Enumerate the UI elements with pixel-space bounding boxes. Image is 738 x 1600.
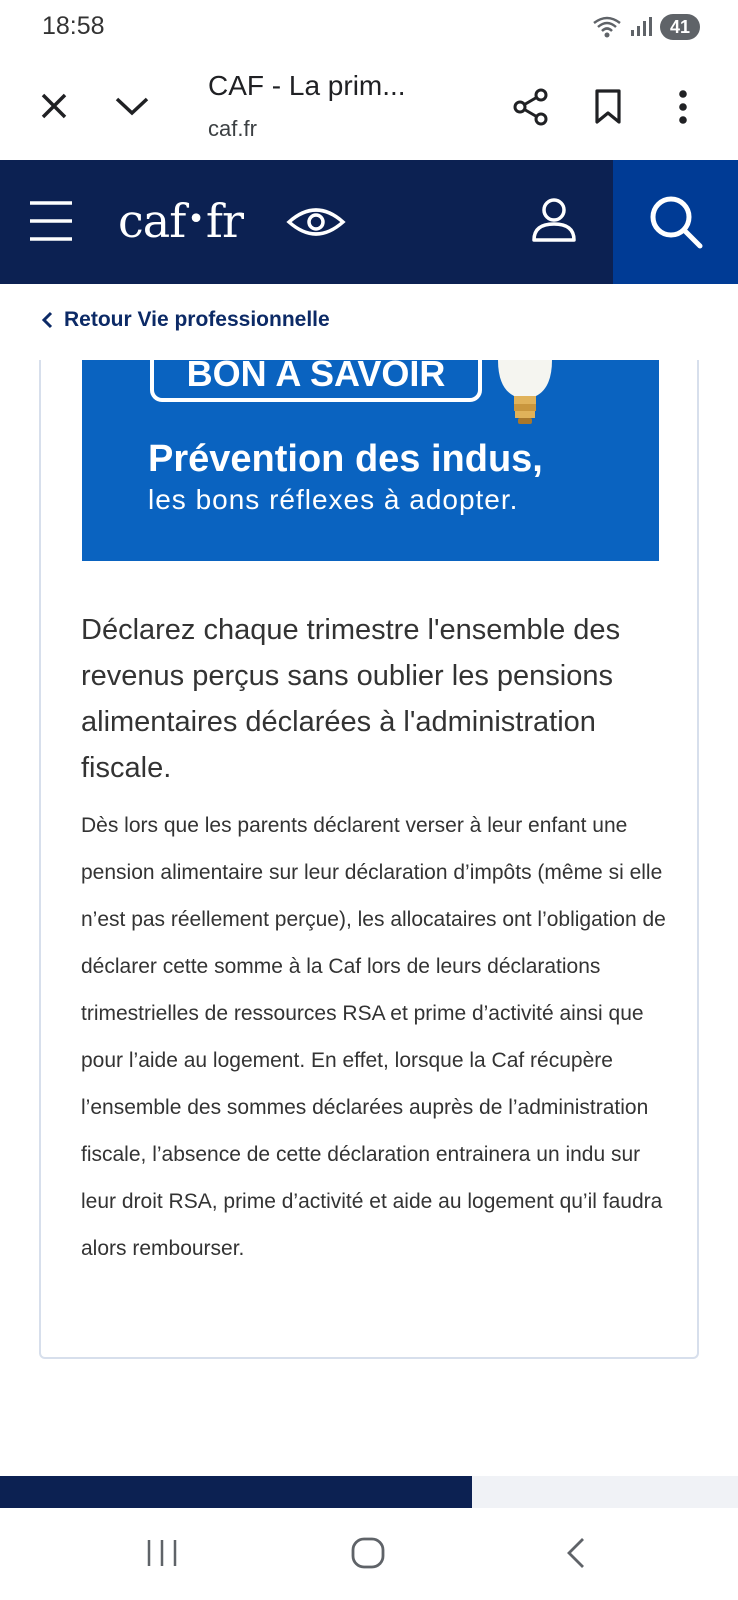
search-button[interactable] bbox=[613, 160, 738, 284]
status-bar bbox=[0, 0, 738, 56]
search-icon bbox=[647, 193, 705, 251]
lightbulb-icon bbox=[490, 360, 560, 430]
system-navigation-bar bbox=[0, 1508, 738, 1600]
tab-title: CAF - La prim... bbox=[208, 70, 406, 101]
chevron-down-icon bbox=[114, 94, 150, 118]
home-icon bbox=[350, 1536, 386, 1570]
article-lead: Déclarez chaque trimestre l'ensemble des revenus perçus sans oublier les pensions alimentaires déclarées à l'administration fiscale. bbox=[81, 614, 621, 784]
banner-badge: BON A SAVOIR bbox=[150, 360, 482, 402]
battery-indicator: 41 bbox=[660, 14, 700, 40]
minimize-button[interactable] bbox=[110, 86, 154, 126]
status-time: 18:58 bbox=[42, 12, 105, 40]
hamburger-icon bbox=[28, 198, 74, 244]
share-icon bbox=[511, 87, 551, 127]
share-button[interactable] bbox=[508, 84, 554, 130]
promo-banner bbox=[82, 360, 659, 561]
signal-icon bbox=[630, 16, 652, 38]
more-options-button[interactable] bbox=[668, 84, 698, 130]
wifi-icon bbox=[592, 15, 622, 39]
site-header bbox=[0, 160, 738, 284]
back-link-label: Retour Vie professionnelle bbox=[64, 308, 330, 331]
close-icon bbox=[39, 91, 69, 121]
more-vertical-icon bbox=[678, 89, 688, 125]
chevron-left-icon bbox=[40, 310, 54, 330]
bookmark-icon bbox=[593, 88, 623, 126]
recent-apps-button[interactable] bbox=[132, 1528, 192, 1578]
caf-logo[interactable]: caf•fr bbox=[118, 194, 243, 248]
recent-apps-icon bbox=[145, 1538, 179, 1568]
browser-toolbar bbox=[0, 56, 738, 160]
article-body: Dès lors que les parents déclarent verser à leur enfant une pension alimentaire sur leur déclaration d’impôts (même si elle n’est pas réellement perçue), les allocataires ont l’obligation de déclarer cette somme à la Caf lors de leurs déclarations trimestrielles de ressources RSA et prime d’activité ainsi que pour l’aide au logement. En effet, lorsque la Caf récupère l’ensemble des sommes déclarées auprès de l’administration fiscale, l’absence de cette déclaration entrainera un indu sur leur droit RSA, prime d’activité et aide au logement qu’il faudra alors rembourser. bbox=[81, 814, 666, 1260]
eye-icon bbox=[286, 204, 346, 240]
logo-dot-icon: • bbox=[187, 202, 204, 237]
menu-button[interactable] bbox=[28, 198, 74, 244]
bookmark-button[interactable] bbox=[588, 84, 628, 130]
reading-progress-bar bbox=[0, 1476, 738, 1508]
back-arrow-icon bbox=[564, 1536, 588, 1570]
home-button[interactable] bbox=[338, 1528, 398, 1578]
back-button[interactable] bbox=[546, 1528, 606, 1578]
close-tab-button[interactable] bbox=[34, 86, 74, 126]
user-icon bbox=[530, 196, 578, 244]
content-card bbox=[39, 360, 699, 1359]
page-url[interactable]: caf.fr bbox=[208, 116, 257, 141]
back-link[interactable] bbox=[40, 308, 330, 332]
banner-title: Prévention des indus, bbox=[148, 438, 543, 480]
banner-subtitle: les bons réflexes à adopter. bbox=[148, 484, 519, 515]
reading-progress-fill bbox=[0, 1476, 472, 1508]
accessibility-button[interactable] bbox=[286, 204, 346, 240]
account-button[interactable] bbox=[530, 196, 578, 244]
